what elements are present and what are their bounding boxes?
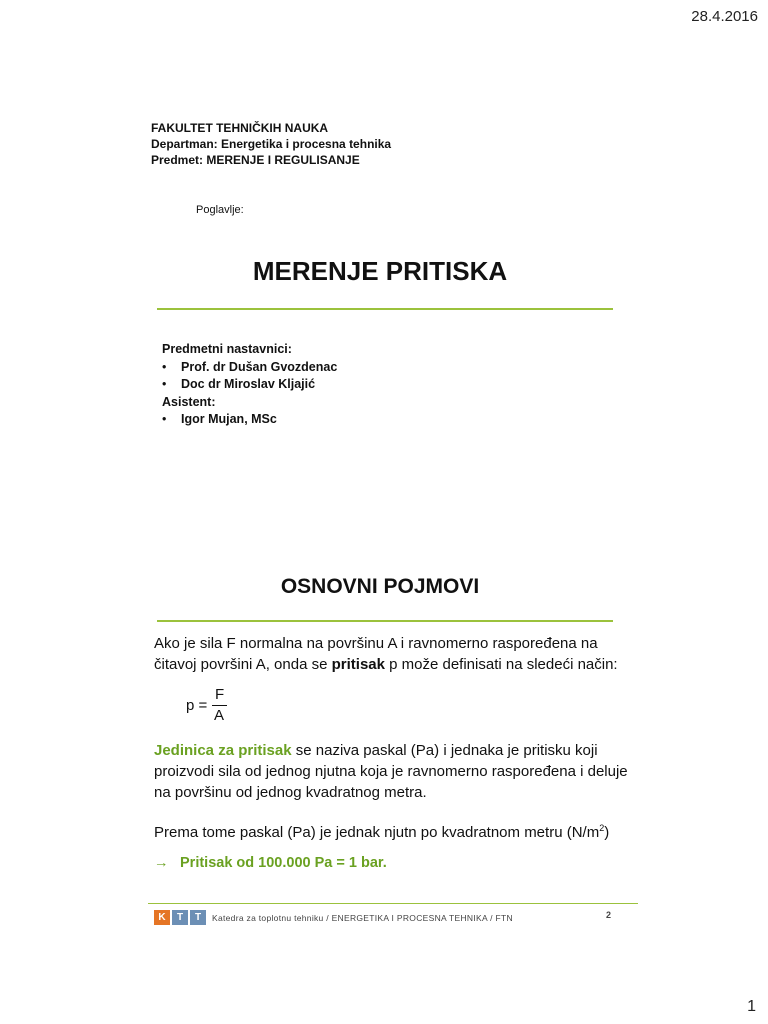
- teacher-item: [162, 376, 337, 394]
- footer-divider: [148, 903, 638, 904]
- pascal-superscript: 2: [599, 823, 605, 833]
- teacher-item: [162, 359, 337, 377]
- header-block: [151, 120, 391, 168]
- assistant-heading: Asistent:: [162, 394, 216, 409]
- bar-conversion: [154, 855, 387, 871]
- arrow-right-icon: →: [154, 855, 169, 871]
- fraction-bar: [212, 705, 227, 706]
- assistant-name: Igor Mujan, MSc: [181, 412, 277, 426]
- definition-text: Ako je sila F normalna na površinu A i ravnomerno raspoređena na čitavoj površini A, onda se: [154, 635, 598, 673]
- bullet-icon: •: [162, 359, 167, 374]
- footer-text: Katedra za toplotnu tehniku / ENERGETIKA I PROCESNA TEHNIKA / FTN: [212, 913, 513, 923]
- page-title: MERENJE PRITISKA: [252, 256, 508, 286]
- pascal-text: Prema tome paskal (Pa) je jednak njutn po kvadratnom metru (N/m: [154, 824, 600, 841]
- teachers-heading: Predmetni nastavnici:: [162, 342, 292, 356]
- logo-letter: T: [172, 910, 188, 925]
- faculty-name: FAKULTET TEHNIČKIH NAUKA: [151, 121, 329, 135]
- definition-text-end: p može definisati na sledeći način:: [384, 656, 618, 673]
- pascal-paragraph: [154, 818, 639, 843]
- unit-highlight: Jedinica za pritisak: [154, 742, 292, 759]
- formula-denominator: A: [214, 707, 225, 724]
- unit-text: se naziva paskal (Pa) i jednaka je pritisku koji proizvodi sila od jednog njutna koja je ravnomerno raspoređena i deluje na površinu od jednog kvadratnog metra.: [154, 742, 628, 801]
- chapter-label: Poglavlje:: [196, 204, 244, 216]
- page-number: 1: [747, 998, 756, 1015]
- definition-term: pritisak: [331, 656, 385, 673]
- ktt-logo: [154, 910, 206, 925]
- department-name: Departman: Energetika i procesna tehnika: [151, 137, 392, 151]
- logo-letter: T: [190, 910, 206, 925]
- assistant-item: [162, 411, 337, 429]
- definition-paragraph: [154, 633, 639, 675]
- title-divider: [157, 308, 613, 310]
- section-title: OSNOVNI POJMOVI: [280, 575, 480, 598]
- unit-paragraph: [154, 740, 639, 803]
- subject-name: Predmet: MERENJE I REGULISANJE: [151, 153, 360, 167]
- bullet-icon: •: [162, 377, 167, 391]
- teachers-block: [162, 341, 337, 429]
- slide-number: 2: [606, 910, 612, 920]
- bullet-icon: •: [162, 412, 167, 426]
- pascal-text-end: ): [604, 824, 610, 841]
- bar-conversion-text: Pritisak od 100.000 Pa = 1 bar.: [180, 855, 387, 871]
- logo-letter: K: [154, 910, 170, 925]
- section-divider: [157, 620, 613, 622]
- formula-numerator: F: [215, 686, 225, 703]
- teacher-name: Prof. dr Dušan Gvozdenac: [181, 359, 338, 374]
- formula-lhs: p =: [186, 697, 208, 714]
- document-date: 28.4.2016: [691, 8, 758, 25]
- pressure-formula: [186, 686, 246, 726]
- teacher-name: Doc dr Miroslav Kljajić: [181, 377, 316, 391]
